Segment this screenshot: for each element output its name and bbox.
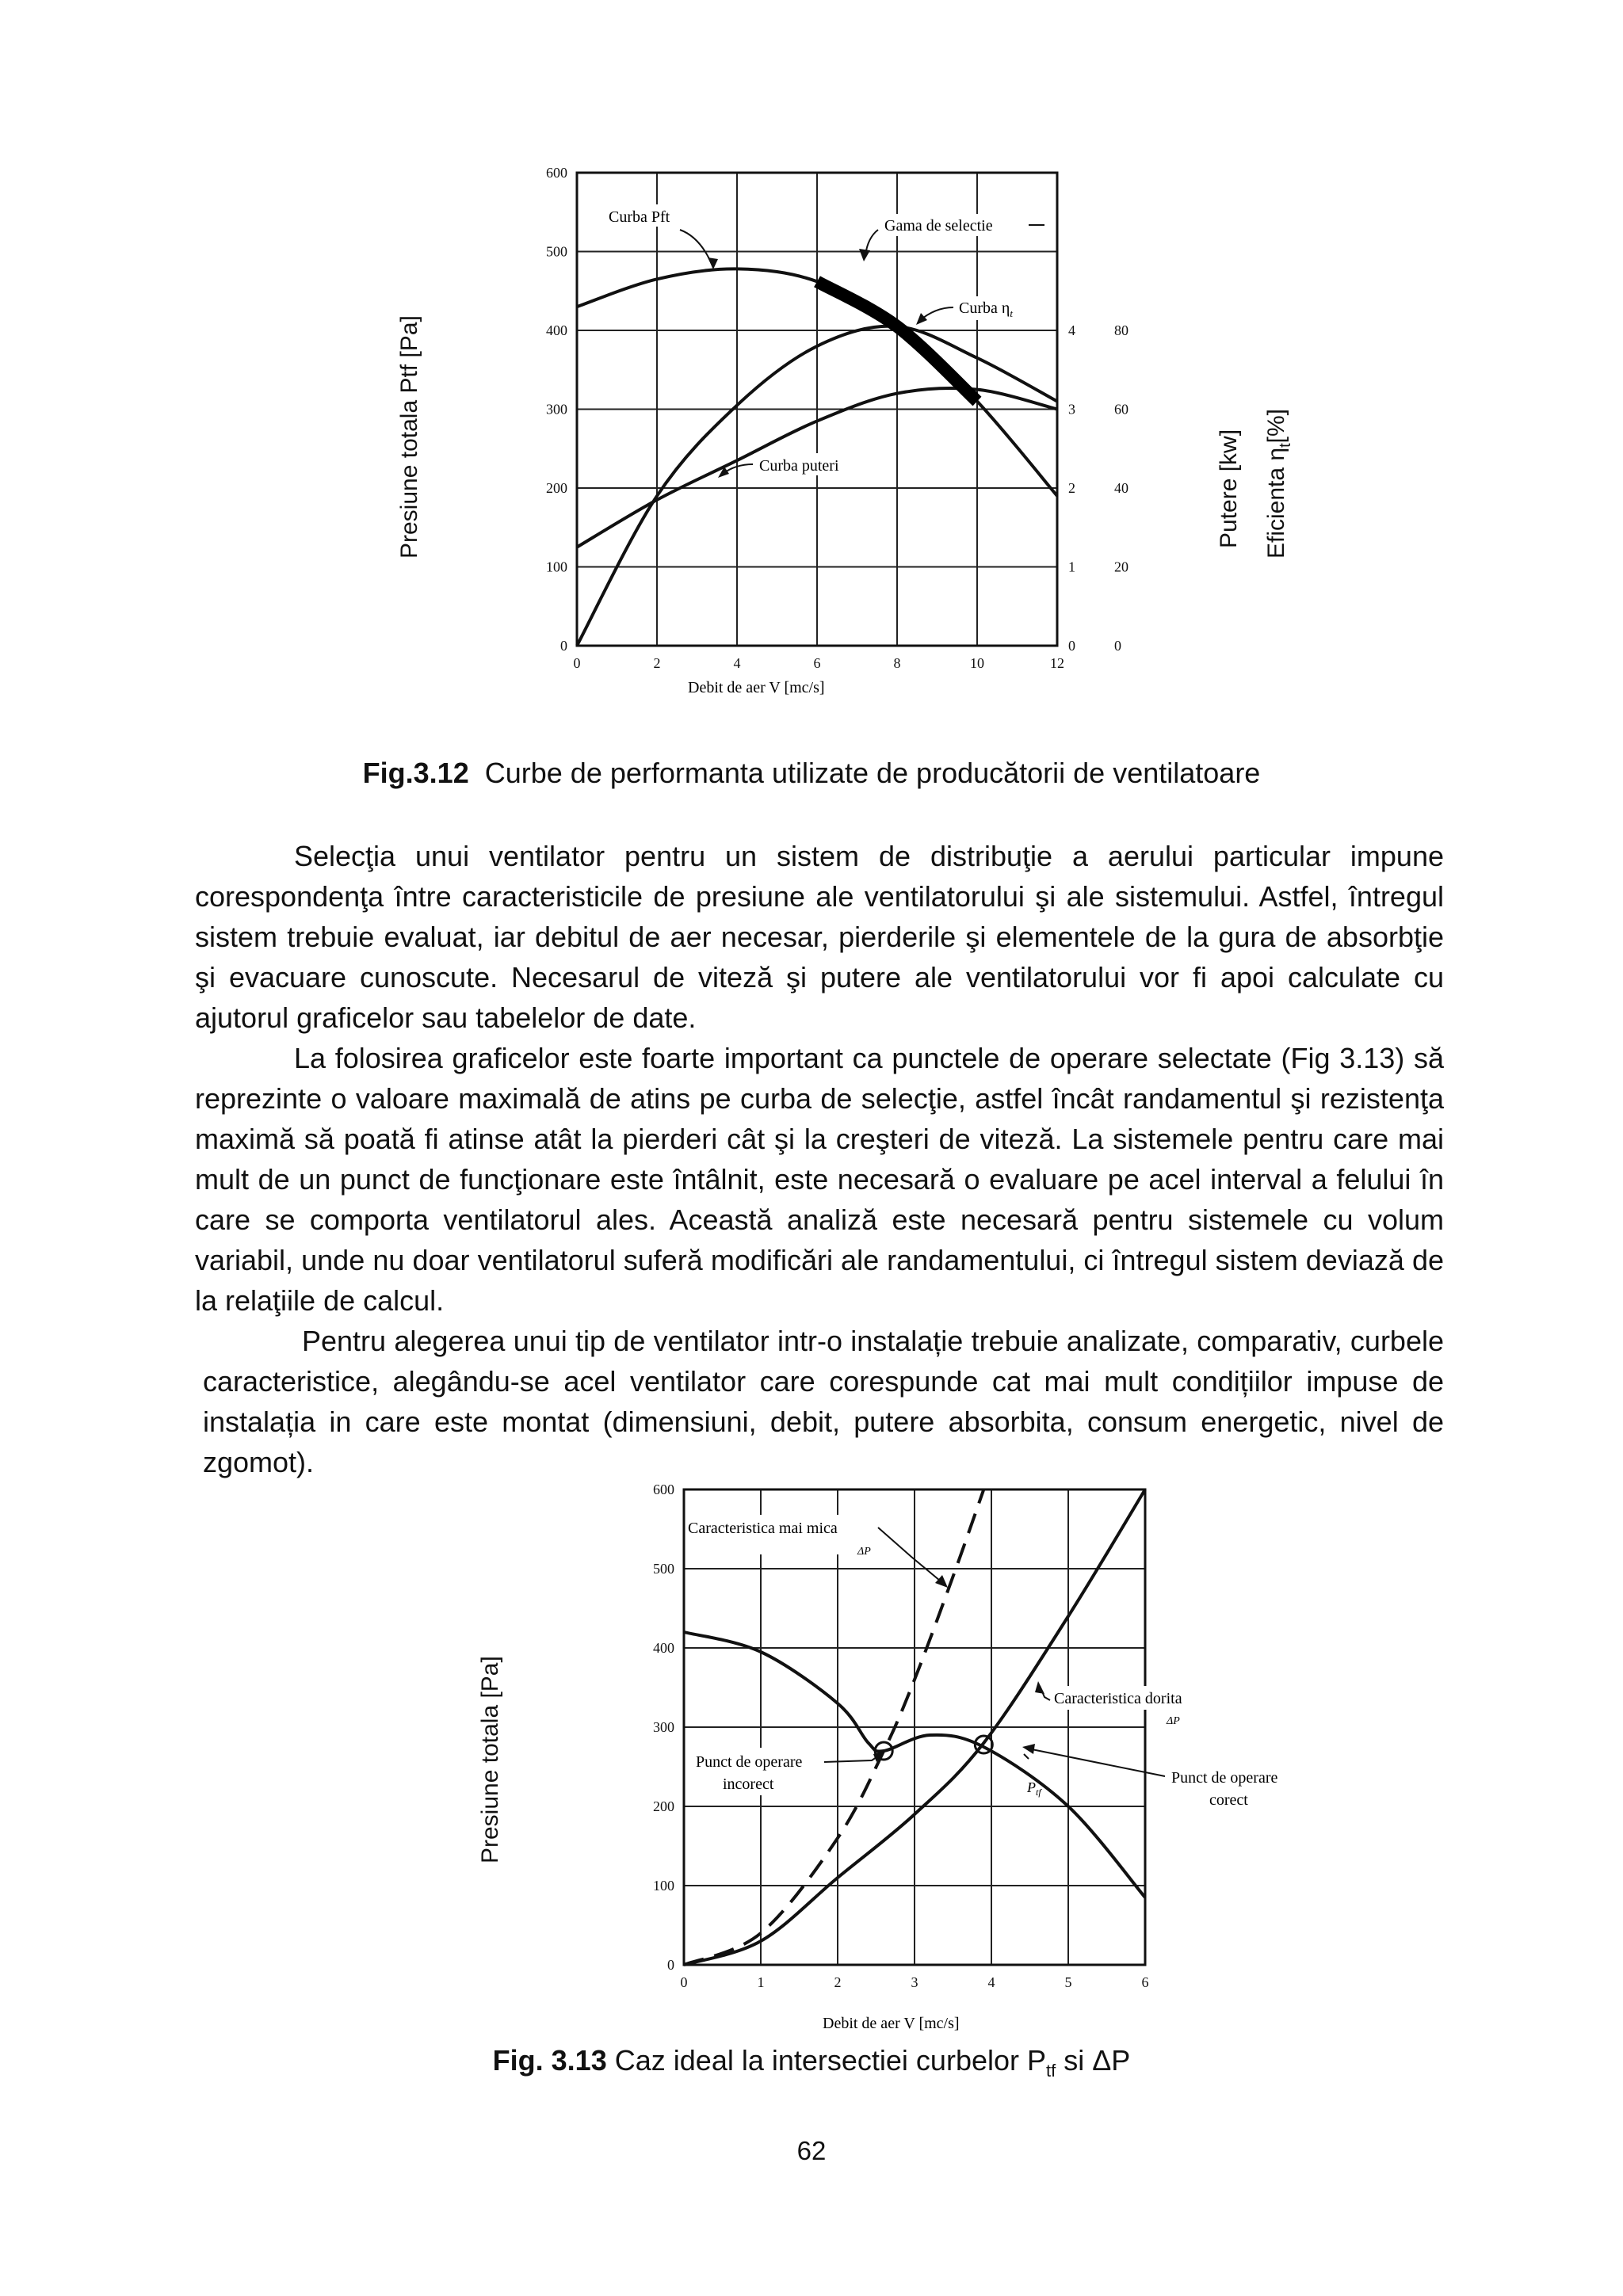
fig13-caption	[0, 2044, 1623, 2081]
fig13-caption-sub: tf	[1046, 2061, 1056, 2081]
annotation-dorita-dp: ΔP	[1167, 1715, 1180, 1727]
fig12-efficiency-tick: 20	[1114, 559, 1128, 575]
fig12-y-tick: 500	[546, 243, 567, 260]
fig12-power-tick: 2	[1068, 480, 1075, 496]
fig12-y-tick: 300	[546, 401, 567, 418]
fig12-y-tick: 600	[546, 165, 567, 181]
fig13-y-tick: 300	[653, 1719, 674, 1735]
fig13-x-axis-label: Debit de aer V [mc/s]	[823, 2015, 960, 2032]
fig12-efficiency-axis-label: Eficienta $\eta_t[\%]$	[1263, 408, 1294, 559]
fig12-caption	[0, 757, 1623, 790]
fig12-power-axis-label: Putere [kw]	[1216, 429, 1242, 548]
fig13-y-tick: 600	[653, 1482, 674, 1497]
fig12-caption-text: Curbe de performanta utilizate de producătorii de ventilatoare	[484, 757, 1261, 789]
annotation-curba-puteri: Curba puteri	[759, 457, 839, 475]
fig12-left-axis-label: Presiune totala Ptf [Pa]	[396, 315, 422, 559]
annotation-curba-eta: Curba $\eta_t$	[959, 299, 1013, 319]
fig-3-12-chart	[396, 165, 1294, 696]
fig13-y-tick: 0	[667, 1957, 674, 1973]
fig13-y-tick: 100	[653, 1878, 674, 1894]
paragraph-folosirea: La folosirea graficelor este foarte important ca punctele de operare selectate (Fig 3.13) să reprezinte o valoare maximală de atins pe curba de selecţie, astfel încât randamentul şi rezistenţa maximă să poată fi atinse atât la pierderi cât şi la creşteri de viteză. La sistemele pentru care mai mult de un punct de funcţionare este întâlnit, este necesară o evaluare pe acel interval a felului în care se comporta ventilatorul ales. Această analiză este necesară pentru sistemele cu volum variabil, unde nu doar ventilatorul suferă modificări ale randamentului, ci întregul sistem deviază de la relaţiile de calcul.	[195, 1042, 1444, 1317]
annotation-correct-line1: Punct de operare	[1171, 1769, 1278, 1787]
fig12-power-tick: 4	[1068, 322, 1075, 338]
fig12-y-tick: 200	[546, 480, 567, 496]
annotation-curba-pft: Curba Pft	[609, 208, 670, 226]
paragraph-alegerea: Pentru alegerea unui tip de ventilator intr-o instalație trebuie analizate, comparativ, curbele caracteristice, alegându-se acel ventilator care corespunde cat mai mult condițiilor impuse de instalația in care este montat (dimensiuni, debit, putere absorbita, consum energetic, nivel de zgomot).	[203, 1325, 1444, 1478]
fig12-y-tick: 0	[560, 638, 567, 654]
fig12-y-tick: 100	[546, 559, 567, 575]
fig13-left-axis-label: Presiune totala [Pa]	[477, 1656, 503, 1863]
paragraph-block-1	[195, 836, 1444, 1321]
fig12-x-tick: 0	[573, 655, 581, 671]
fig13-x-tick: 5	[1064, 1974, 1072, 1990]
fig13-y-tick: 200	[653, 1798, 674, 1814]
annotation-correct-line2: corect	[1209, 1791, 1248, 1809]
fig13-caption-tail: si ΔP	[1056, 2044, 1131, 2077]
fig12-efficiency-tick: 40	[1114, 480, 1128, 496]
fig12-x-tick: 8	[893, 655, 901, 671]
fig12-x-tick: 2	[653, 655, 661, 671]
fig12-x-tick: 6	[813, 655, 821, 671]
annotation-incorrect-line2: incorect	[723, 1775, 774, 1793]
fig13-x-tick: 2	[834, 1974, 842, 1990]
annotation-mica-dp: ΔP	[857, 1546, 871, 1558]
annotation-incorrect-line1: Punct de operare	[696, 1753, 803, 1771]
fig12-power-tick: 0	[1068, 638, 1075, 654]
paragraph-block-2	[203, 1321, 1444, 1482]
fig13-y-tick: 400	[653, 1640, 674, 1656]
fig13-caption-label: Fig. 3.13	[492, 2044, 607, 2077]
fig12-y-tick: 400	[546, 322, 567, 338]
fig12-efficiency-tick: 60	[1114, 401, 1128, 418]
arrow-pft	[680, 230, 713, 268]
fig12-x-tick: 4	[733, 655, 741, 671]
fig13-caption-text: Caz ideal la intersectiei curbelor P	[614, 2044, 1047, 2077]
fig12-x-tick: 10	[970, 655, 984, 671]
fig13-y-tick: 500	[653, 1561, 674, 1577]
annotation-gama-selectie: Gama de selectie	[884, 217, 993, 235]
fig12-efficiency-tick: 80	[1114, 322, 1128, 338]
fig12-efficiency-tick: 0	[1114, 638, 1121, 654]
fig12-x-axis-label: Debit de aer V [mc/s]	[688, 679, 825, 696]
fig13-x-tick: 4	[987, 1974, 995, 1990]
annotation-caracteristica-mai-mica: Caracteristica mai mica	[688, 1520, 838, 1537]
paragraph-selectia: Selecţia unui ventilator pentru un sistem de distribuţie a aerului particular impune corespondenţa între caracteristicile de presiune ale ventilatorului şi ale sistemului. Astfel, întregul sistem trebuie evaluat, iar debitul de aer necesar, pierderile şi elementele de la gura de absorbţie şi evacuare cunoscute. Necesarul de viteză şi putere ale ventilatorului vor fi apoi calculate cu ajutorul graficelor sau tabelelor de date.	[195, 840, 1444, 1034]
fig12-power-tick: 3	[1068, 401, 1075, 418]
fig13-x-tick: 6	[1141, 1974, 1149, 1990]
fig13-x-tick: 0	[680, 1974, 688, 1990]
page-number: 62	[796, 2136, 827, 2165]
annotation-caracteristica-dorita: Caracteristica dorita	[1054, 1690, 1182, 1707]
fig-3-13-chart	[477, 1482, 1309, 2032]
fig13-x-tick: 1	[757, 1974, 765, 1990]
fig13-x-tick: 3	[911, 1974, 918, 1990]
fig12-caption-label: Fig.3.12	[362, 757, 469, 789]
fig12-power-tick: 1	[1068, 559, 1075, 575]
fig12-x-tick: 12	[1050, 655, 1064, 671]
annotation-ptf: $P_{tf}$	[1027, 1779, 1041, 1798]
